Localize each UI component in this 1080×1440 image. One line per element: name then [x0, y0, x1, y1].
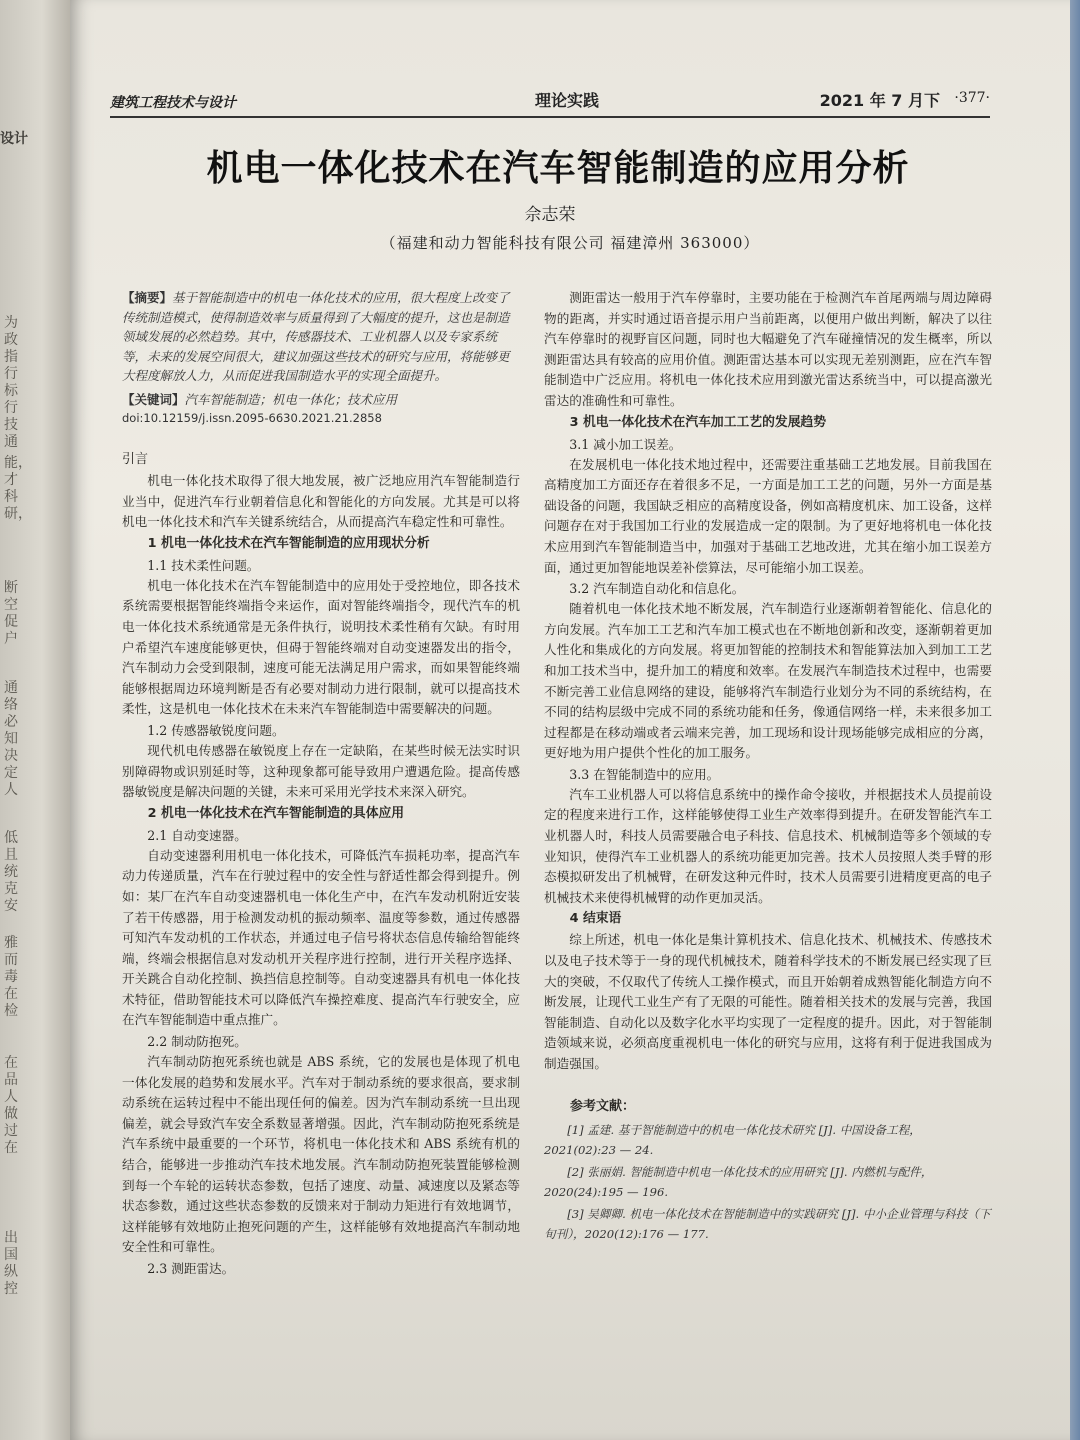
intro-heading: 引言 — [122, 452, 149, 467]
left-page-fragment: 断 空 促 户 — [4, 580, 18, 647]
left-page-fragment: 能， 才 科 研， — [4, 455, 32, 522]
subsection-heading: 2.1 自动变速器。 — [147, 827, 247, 843]
subsection-heading: 2.3 测距雷达。 — [147, 1261, 235, 1276]
left-page-label: 设计 — [0, 131, 28, 147]
reference-item: [1] 孟建. 基于智能制造中的机电一体化技术研究 [J]. 中国设备工程，2021(02):23 — 24. — [544, 1122, 921, 1157]
left-page-fragment: 在 品 人 做 过 在 — [4, 1055, 18, 1156]
subsection-heading: 1.2 传感器敏锐度问题。 — [147, 722, 285, 738]
page-number: ·377· — [954, 90, 990, 106]
subsection-heading: 3.3 在智能制造中的应用。 — [569, 766, 720, 782]
reference-item: [3] 吴卿卿. 机电一体化技术在智能制造中的实践研究 [J]. 中小企业管理与科技（下旬刊），2020(12):176 — 177. — [544, 1206, 991, 1241]
subsection-heading: 3.1 减小加工误差。 — [569, 436, 682, 452]
reference-item: [2] 张丽娟. 智能制造中机电一体化技术的应用研究 [J]. 内燃机与配件，2020(24):195 — 196. — [544, 1164, 933, 1199]
body-paragraph: 测距雷达一般用于汽车停靠时，主要功能在于检测汽车首尾两端与周边障碍物的距离，并实时通过语音提示用户当前距离，以便用户做出判断，解决了以往汽车停靠时的视野盲区问题，同时也大幅避免了汽车碰撞情况的发生概率，所以测距雷达具有较高的应用价值。测距雷达基本可以实现无差别测距，应在汽车智能制造中广泛应用。将机电一体化技术应用到激光雷达系统当中，可以提高激光雷达的准确性和可靠性。 — [544, 290, 992, 408]
running-head — [110, 88, 990, 118]
subsection-heading: 1.1 技术柔性问题。 — [147, 557, 260, 573]
journal-name: 建筑工程技术与设计 — [110, 95, 236, 111]
author-affiliation: （福建和动力智能科技有限公司 福建漳州 363000） — [380, 234, 760, 252]
section-heading: 4 结束语 — [569, 911, 622, 927]
left-page-fragment: 出 国 纵 控 — [4, 1230, 18, 1297]
keywords-label: 【关键词】 — [122, 391, 185, 407]
subsection-heading: 3.2 汽车制造自动化和信息化。 — [569, 581, 745, 597]
body-paragraph: 现代机电传感器在敏锐度上存在一定缺陷，在某些时候无法实时识别障碍物或识别延时等，这种现象都可能导致用户遭遇危险。提高传感器敏锐度是解决问题的关键，未来可采用光学技术来深入研究。 — [122, 742, 520, 800]
body-paragraph: 随着机电一体化技术地不断发展，汽车制造行业逐渐朝着智能化、信息化的方向发展。汽车加工工艺和汽车加工模式也在不断地创新和改变，逐渐朝着更加人性化和集成化的方向发展。将更加智能的控制技术和智能算法加入到加工工艺和加工技术当中，提升加工的精度和效率。在发展汽车制造技术过程中，也需要不断完善工业信息网络的建设，能够将汽车制造行业划分为不同的系统结构，在不同的结构层级中完成不同的系统功能和任务，像通信网络一样，未来很多加工过程都是在移动端或者云端来完善，加工现场和设计现场能够完成相应的分离，更好地为用户提供个性化的加工服务。 — [544, 601, 992, 761]
article-author: 佘志荣 — [524, 205, 576, 225]
abstract — [122, 288, 520, 386]
adjacent-left-page — [0, 0, 70, 1440]
journal-page — [70, 0, 1070, 1440]
left-page-fragment: 为政 指行 标行 技通 — [4, 315, 18, 450]
subsection-heading: 2.2 制动防抱死。 — [147, 1034, 247, 1050]
intro-paragraph: 机电一体化技术取得了很大地发展，被广泛地应用汽车智能制造行业当中，促进汽车行业朝着信息化和智能化的方向发展。尤其是可以将机电一体化技术和汽车关键系统结合，从而提高汽车稳定性和可靠性。 — [122, 473, 520, 530]
keywords — [122, 390, 520, 410]
article-title: 机电一体化技术在汽车智能制造的应用分析 — [206, 147, 910, 189]
body-paragraph: 汽车制动防抱死系统也就是 ABS 系统，它的发展也是体现了机电一体化发展的趋势和发展水平。汽车对于制动系统的要求很高，要求制动系统在运转过程中不能出现任何的偏差。因为汽车制动系统一旦出现偏差，就会导致汽车安全系数显著增强。因此，汽车制动防抱死系统是汽车系统中最重要的一个环节，将机电一体化技术和 ABS 系统有机的结合，能够进一步推动汽车技术地发展。汽车制动防抱死装置能够检测到每一个车轮的运转状态参数，包括了速度、动量、减速度以及紧态等状态参数，通过这些状态参数的反馈来对于制动力矩进行有效地调节，这样能够有效地防止抱死问题的产生，这样能够有效地提高汽车制动地安全性和可靠性。 — [122, 1054, 520, 1255]
references-heading: 参考文献： — [570, 1098, 636, 1114]
body-paragraph: 自动变速器利用机电一体化技术，可降低汽车损耗功率，提高汽车动力传递质量，汽车在行驶过程中的安全性与舒适性都会得到提升。例如：某厂在汽车自动变速器机电一体化生产中，在汽车发动机附近安装了若干传感器，用于检测发动机的振动频率、温度等参数，通过传感器可知汽车发动机的工作状态，并通过电子信号将状态信息传输给智能终端，终端会根据信息对发动机开关程序进行控制，进行开关程序选择、开关跳合自动化控制、换挡信息控制等。自动变速器具有机电一体化技术特征，借助智能技术可以降低汽车操控难度、提高汽车行驶安全，应在汽车智能制造中重点推广。 — [122, 847, 520, 1028]
left-column — [122, 288, 520, 1279]
body-paragraph: 机电一体化技术在汽车智能制造中的应用处于受控地位，即各技术系统需要根据智能终端指令来运作，面对智能终端指令，现代汽车的机电一体化技术系统通常是无条件执行，说明技术柔性稍有欠缺。有时用户希望汽车速度能够更快，但碍于智能终端对自动变速器发出的指令，汽车制动力会受到限制，速度可能无法满足用户需求，而如果智能终端能够根据周边环境判断是否有必要对制动力进行限制，就可以提高技术柔性，这是机电一体化技术在未来汽车智能制造中需要解决的问题。 — [122, 577, 520, 717]
abstract-label: 【摘要】 — [122, 290, 173, 305]
left-page-fragment: 雅 而 毒 在 检 — [4, 935, 18, 1019]
body-paragraph: 综上所述，机电一体化是集计算机技术、信息化技术、机械技术、传感技术以及电子技术等于一身的现代机械技术，随着科学技术的不断发展已经实现了巨大的突破，不仅取代了传统人工操作模式，而且开始朝着成熟智能化制造方向不断发展，让现代工业生产有了无限的可能性。随着相关技术的发展与完善，我国智能制造、自动化以及数字化水平均实现了一定程度的提升。因此，对于智能制造领域来说，必须高度重视机电一体化的研究与应用，这将有利于促进我国成为制造强国。 — [544, 932, 992, 1071]
section-heading: 3 机电一体化技术在汽车加工工艺的发展趋势 — [569, 414, 827, 430]
left-page-fragment: 通 络 必 知 决 定 人 — [4, 680, 18, 798]
issue-date: 2021 年 7 月下 — [819, 91, 940, 110]
right-column — [544, 288, 992, 1246]
body-paragraph: 汽车工业机器人可以将信息系统中的操作命令接收，并根据技术人员提前设定的程度来进行工作，这样能够使得工业生产效率得到提升。在研发智能汽车工业机器人时，科技人员需要融合电子科技、信息技术、机械制造等多个领域的专业知识，使得汽车工业机器人的系统功能更加完善。技术人员按照人类手臂的形态模拟研发出了机械臂，在研发这种元件时，技术人员需要引进精度更高的电子机械技术来使得机械臂的动作更加灵活。 — [544, 786, 992, 905]
doi: doi:10.12159/j.issn.2095-6630.2021.21.2858 — [122, 411, 382, 425]
left-page-fragment: 低 且 统 克 安 — [4, 830, 18, 914]
keywords-text: 汽车智能制造；机电一体化；技术应用 — [184, 391, 398, 407]
section-name: 理论实践 — [535, 91, 600, 110]
body-paragraph: 在发展机电一体化技术地过程中，还需要注重基础工艺地发展。目前我国在高精度加工方面还存在着很多不足，一方面是加工工艺的问题，另外一方面是基础设备的问题，我国缺乏相应的高精度设备，例如高精度机床、加工设备，这样问题存在对于我国加工行业的发展造成一定的限制。为了更好地将机电一体化技术应用到汽车智能制造当中，加强对于基础工艺地改进，尤其在缩小加工误差方面，通过更加智能地误差补偿算法，尽可能缩小加工误差。 — [544, 456, 992, 575]
section-heading: 2 机电一体化技术在汽车智能制造的具体应用 — [147, 805, 405, 821]
abstract-text: 基于智能制造中的机电一体化技术的应用，很大程度上改变了传统制造模式，使得制造效率与质量得到了大幅度的提升，这也是制造领域发展的必然趋势。其中，传感器技术、工业机器人以及专家系统等，未来的发展空间很大，建议加强这些技术的研究与应用，将能够更大程度解放人力，从而促进我国制造水平的实现全面提升。 — [122, 290, 510, 383]
section-heading: 1 机电一体化技术在汽车智能制造的应用现状分析 — [147, 535, 430, 551]
